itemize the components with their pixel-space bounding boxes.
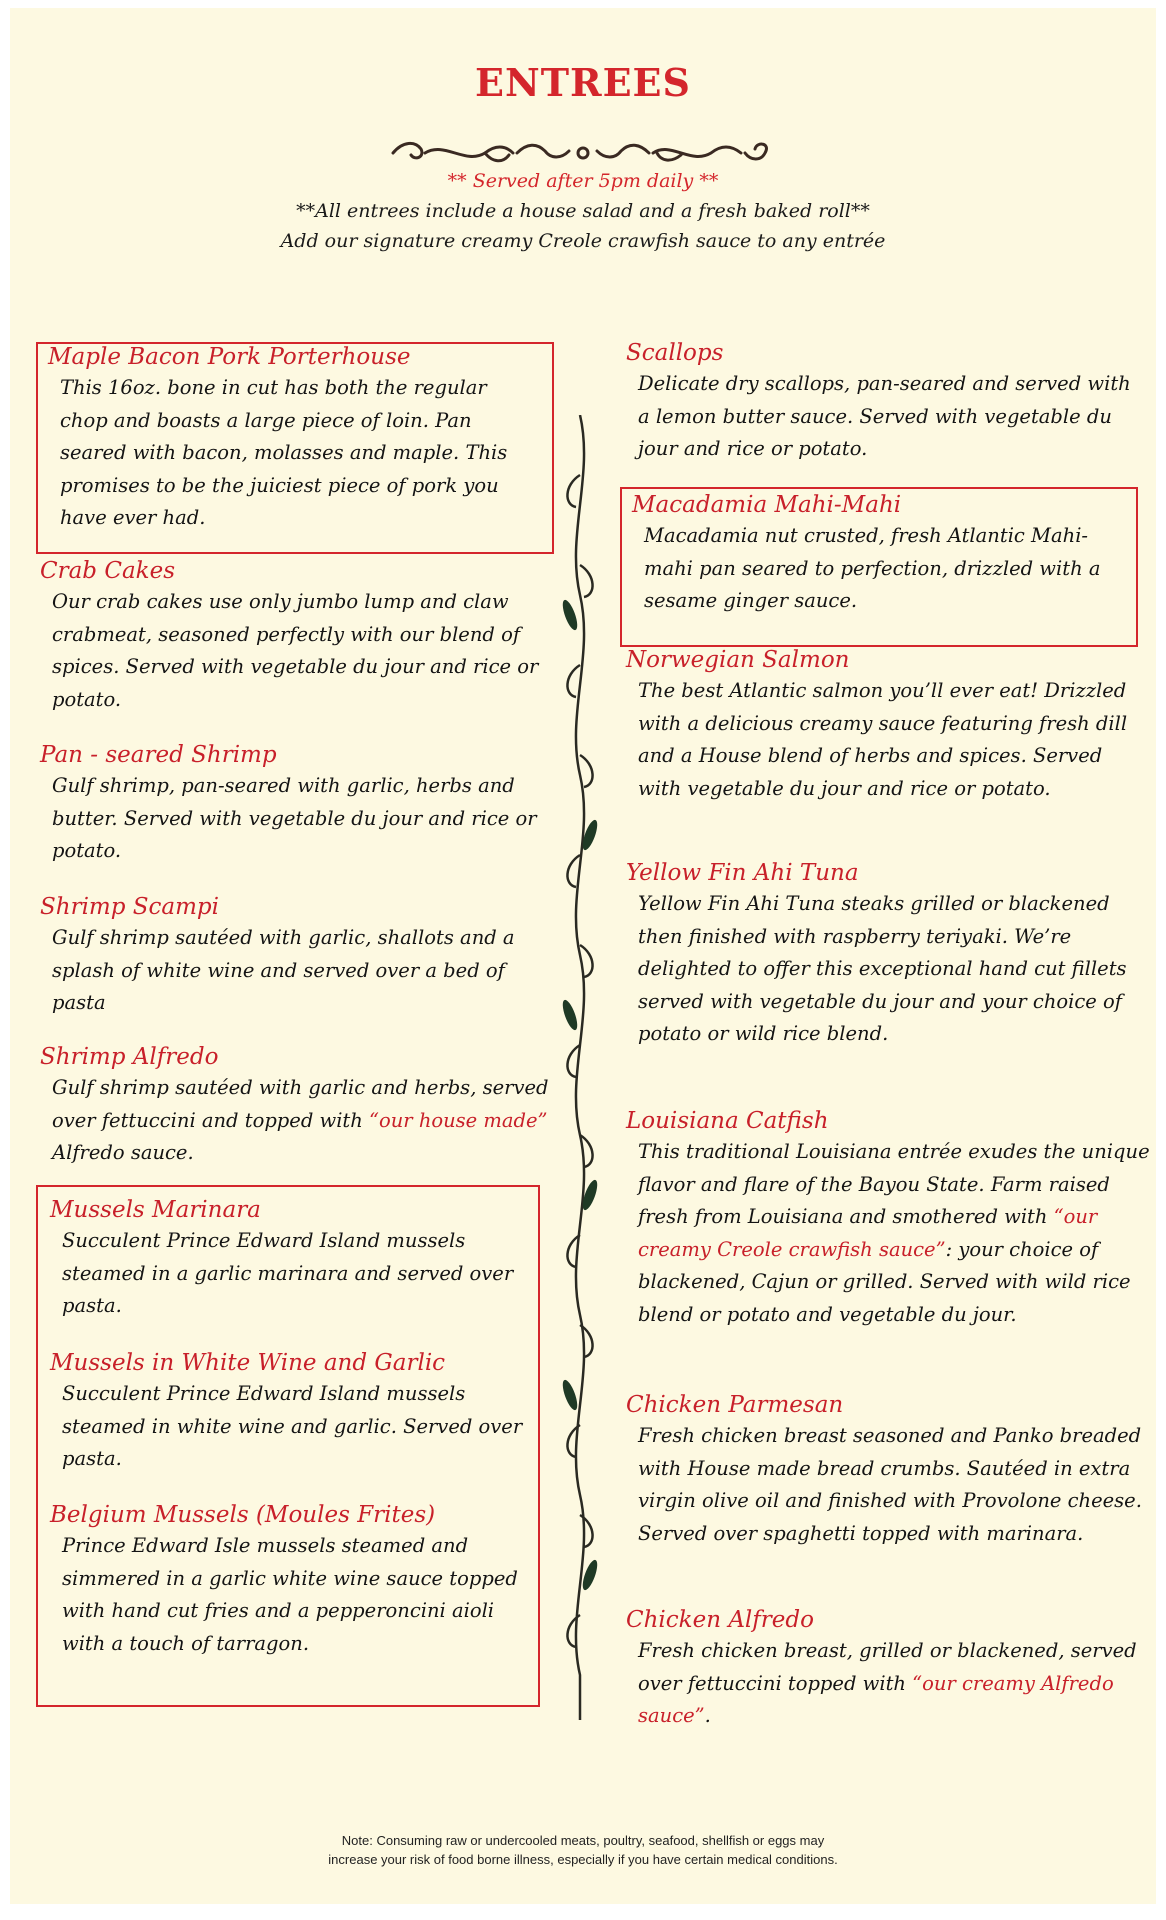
menu-item-shrimp-scampi	[40, 892, 552, 1020]
menu-item-norwegian-salmon	[626, 645, 1151, 805]
item-name: Crab Cakes	[40, 558, 176, 584]
item-name: Chicken Parmesan	[626, 1392, 844, 1418]
menu-item-mussels-white-wine	[50, 1348, 530, 1476]
item-name: Maple Bacon Pork Porterhouse	[48, 344, 411, 370]
vine-divider-icon	[560, 415, 600, 1725]
menu-item-chicken-parmesan	[626, 1390, 1151, 1550]
desc-text: .	[704, 1704, 711, 1727]
health-note-line2: increase your risk of food borne illness, especially if you have certain medical conditions.	[328, 1852, 838, 1867]
addon-note: Add our signature creamy Creole crawfish sauce to any entrée	[280, 230, 886, 252]
item-name: Scallops	[626, 340, 724, 366]
desc-text: Gulf shrimp sautéed with garlic and herbs, served over fettuccini and topped with	[52, 1076, 549, 1132]
item-description: Delicate dry scallops, pan-seared and served with a lemon butter sauce. Served with vegetable du jour and rice or potato.	[638, 372, 1131, 460]
item-description: Our crab cakes use only jumbo lump and claw crabmeat, seasoned perfectly with our blend of spices. Served with vegetable du jour and rice or potato.	[52, 590, 539, 711]
item-name: Yellow Fin Ahi Tuna	[626, 860, 859, 886]
scroll-flourish-icon	[385, 135, 781, 171]
desc-highlight: “our house made”	[369, 1108, 548, 1132]
desc-text: This traditional Louisiana entrée exudes the unique flavor and flare of the Bayou State. Farm raised fresh from Louisiana and smothered with	[638, 1140, 1150, 1228]
item-description	[626, 1635, 1151, 1733]
item-name: Shrimp Alfredo	[40, 1044, 219, 1070]
item-description: Fresh chicken breast seasoned and Panko breaded with House made bread crumbs. Sautéed in extra virgin olive oil and finished with Provolone cheese. Served over spaghetti topped with marinara.	[638, 1424, 1142, 1545]
item-description: Yellow Fin Ahi Tuna steaks grilled or blackened then finished with raspberry teriyaki. We’re delighted to offer this exceptional hand cut fillets served with vegetable du jour and your choice of potato or wild rice blend.	[638, 892, 1127, 1045]
health-note-line1: Note: Consuming raw or undercooled meats, poultry, seafood, shellfish or eggs may	[341, 1833, 825, 1848]
menu-item-crab-cakes	[40, 556, 550, 716]
desc-text: Fresh chicken breast, grilled or blackened, served over fettuccini topped with	[638, 1639, 1137, 1695]
page-title: ENTREES	[475, 60, 691, 105]
item-description: Macadamia nut crusted, fresh Atlantic Mahi-mahi pan seared to perfection, drizzled with a sesame ginger sauce.	[644, 524, 1101, 612]
item-description: Succulent Prince Edward Island mussels steamed in a garlic marinara and served over pasta.	[62, 1229, 514, 1317]
item-description: Gulf shrimp, pan-seared with garlic, herbs and butter. Served with vegetable du jour and rice or potato.	[52, 774, 537, 862]
item-description	[40, 1072, 552, 1170]
menu-item-yellow-fin-tuna	[626, 858, 1151, 1051]
menu-item-shrimp-alfredo	[40, 1042, 552, 1170]
menu-item-macadamia-mahi	[632, 490, 1132, 618]
item-name: Macadamia Mahi-Mahi	[632, 492, 902, 518]
menu-item-louisiana-catfish	[626, 1106, 1151, 1331]
item-description: This 16oz. bone in cut has both the regular chop and boasts a large piece of loin. Pan seared with bacon, molasses and maple. This promises to be the juiciest piece of pork you have ever had.	[60, 376, 508, 529]
item-name: Louisiana Catfish	[626, 1108, 829, 1134]
item-description: The best Atlantic salmon you’ll ever eat! Drizzled with a delicious creamy sauce featuring fresh dill and a House blend of herbs and spices. Served with vegetable du jour and rice or potato.	[638, 679, 1128, 800]
menu-item-chicken-alfredo	[626, 1605, 1151, 1733]
item-description: Prince Edward Isle mussels steamed and simmered in a garlic white wine sauce topped with hand cut fries and a pepperoncini aioli with a touch of tarragon.	[62, 1534, 518, 1655]
item-description	[626, 1136, 1151, 1331]
item-name: Mussels Marinara	[50, 1197, 261, 1223]
item-name: Shrimp Scampi	[40, 894, 220, 920]
menu-item-pan-seared-shrimp	[40, 740, 555, 868]
item-name: Mussels in White Wine and Garlic	[50, 1350, 446, 1376]
item-name: Chicken Alfredo	[626, 1607, 814, 1633]
desc-text: Alfredo sauce.	[52, 1141, 194, 1164]
desc-highlight: “our creamy Creole crawfish sauce”	[638, 1205, 1098, 1261]
menu-item-belgium-mussels	[50, 1500, 530, 1660]
served-note: ** Served after 5pm daily **	[447, 170, 719, 192]
item-description: Gulf shrimp sautéed with garlic, shallots and a splash of white wine and served over a bed of pasta	[52, 926, 515, 1014]
includes-note: **All entrees include a house salad and a fresh baked roll**	[296, 200, 870, 222]
menu-item-mussels-marinara	[50, 1195, 530, 1323]
item-name: Pan - seared Shrimp	[40, 742, 277, 768]
item-description: Succulent Prince Edward Island mussels steamed in white wine and garlic. Served over pasta.	[62, 1382, 523, 1470]
desc-highlight: “our creamy Alfredo sauce”	[638, 1671, 1114, 1727]
item-name: Belgium Mussels (Moules Frites)	[50, 1502, 436, 1528]
item-name: Norwegian Salmon	[626, 647, 850, 673]
menu-item-scallops	[626, 338, 1146, 466]
menu-item-maple-bacon-pork	[48, 342, 538, 535]
desc-text: : your choice of blackened, Cajun or grilled. Served with wild rice blend or potato and vegetable du jour.	[638, 1237, 1131, 1326]
